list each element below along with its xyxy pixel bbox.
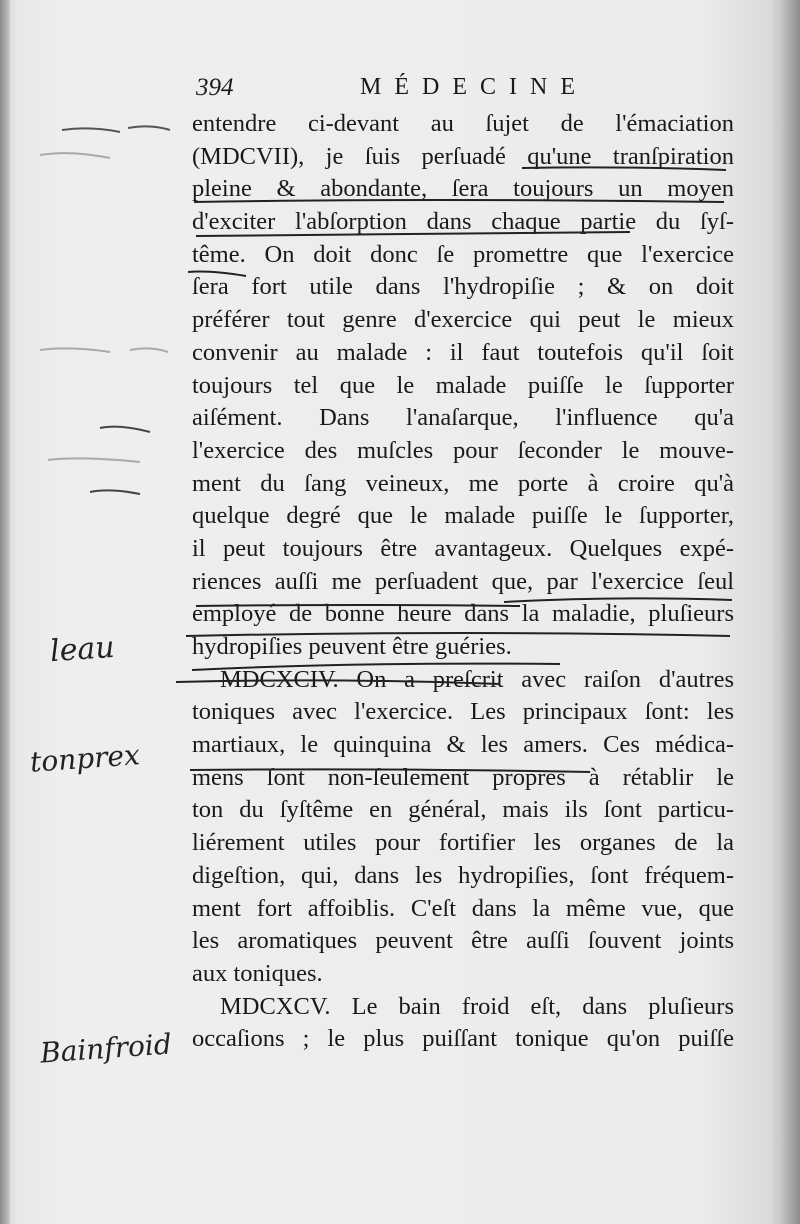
text-line: aux toniques. <box>192 959 323 987</box>
text-line: d'exciter l'abſorption dans chaque partie du ſyſ- <box>192 208 734 236</box>
text-line: toniques avec l'exercice. Les principaux ſont: les <box>192 698 734 726</box>
running-title: MÉDECINE <box>360 74 588 100</box>
text-line: ton du ſyſtême en général, mais ils ſont particu- <box>192 796 734 824</box>
text-line: tême. On doit donc ſe promettre que l'exercice <box>192 240 734 268</box>
margin-note-bainfroid: Bainfroid <box>39 1027 173 1070</box>
text-line: l'exercice des muſcles pour ſeconder le mouve- <box>192 436 734 464</box>
text-line: entendre ci-devant au ſujet de l'émaciation <box>192 110 734 137</box>
text-line: ment du ſang veineux, me porte à croire qu'à <box>192 469 734 497</box>
section-heading-line: MDCXCIV. On a preſcrit avec raiſon d'autres <box>220 665 734 693</box>
text-line: il peut toujours être avantageux. Quelques expé- <box>192 534 734 562</box>
section-heading-line: MDCXCV. Le bain froid eſt, dans pluſieurs <box>220 992 734 1020</box>
margin-note-tonprex: tonprex <box>28 738 141 779</box>
text-line: pleine & abondante, ſera toujours un moyen <box>192 175 734 203</box>
page-number: 394 <box>196 74 234 101</box>
text-line: quelque degré que le malade puiſſe le ſupporter, <box>192 502 734 530</box>
text-line: riences auſſi me perſuadent que, par l'exercice ſeul <box>192 567 734 595</box>
text-line: martiaux, le quinquina & les amers. Ces médica- <box>192 731 734 759</box>
text-line: convenir au malade : il faut toutefois qu'il ſoit <box>192 338 734 366</box>
text-line: les aromatiques peuvent être auſſi ſouvent joints <box>192 927 734 955</box>
text-line: digeſtion, qui, dans les hydropiſies, ſont fréquem- <box>192 861 734 889</box>
text-line: employé de bonne heure dans la maladie, pluſieurs <box>192 600 734 628</box>
text-line: mens ſont non-ſeulement propres à rétablir le <box>192 763 734 791</box>
text-line: ſera fort utile dans l'hydropiſie ; & on doit <box>192 273 734 301</box>
text-line: (MDCVII), je ſuis perſuadé qu'une tranſpiration <box>192 142 734 170</box>
margin-note-leau: leau <box>48 629 116 670</box>
text-line: liérement utiles pour fortifier les organes de la <box>192 829 734 857</box>
text-line: ment fort affoiblis. C'eſt dans la même vue, que <box>192 894 734 922</box>
text-line: toujours tel que le malade puiſſe le ſupporter <box>192 371 734 399</box>
text-line: aiſément. Dans l'anaſarque, l'influence qu'a <box>192 404 734 432</box>
text-line: préférer tout genre d'exercice qui peut le mieux <box>192 306 734 334</box>
text-line: hydropiſies peuvent être guéries. <box>192 633 512 660</box>
text-line: occaſions ; le plus puiſſant tonique qu'on puiſſe <box>192 1025 734 1053</box>
